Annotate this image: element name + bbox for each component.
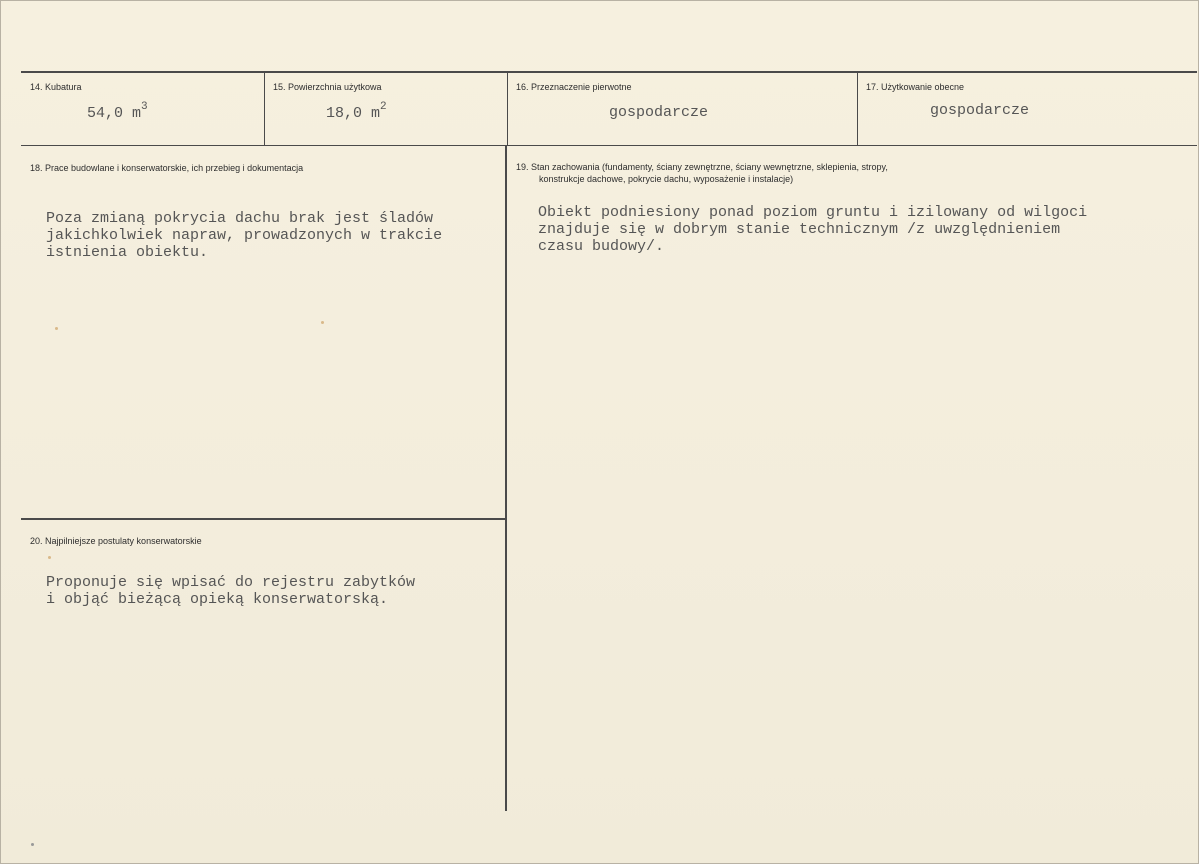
field-17-label: 17. Użytkowanie obecne — [866, 82, 965, 92]
field-20-label: 20. Najpilniejsze postulaty konserwatorskie — [30, 536, 202, 546]
field-18-label: 18. Prace budowlane i konserwatorskie, ich przebieg i dokumentacja — [30, 163, 304, 173]
field-14-exponent: 3 — [141, 101, 148, 113]
divider-16-17 — [857, 73, 858, 145]
field-16-value: gospodarcze — [609, 104, 709, 121]
paper-speck — [55, 327, 58, 330]
field-19-label-line1: 19. Stan zachowania (fundamenty, ściany zewnętrzne, ściany wewnętrzne, sklepienia, stropy, — [516, 162, 888, 172]
row1-rule — [21, 145, 1197, 146]
field-14-value — [87, 103, 148, 122]
field-19-text: Obiekt podniesiony ponad poziom gruntu i izilowany od wilgoci znajduje się w dobrym stanie technicznym /z uwzględnieniem czasu budowy/. — [538, 204, 1088, 255]
field-15-label: 15. Powierzchnia użytkowa — [273, 82, 382, 92]
divider-14-15 — [264, 73, 265, 145]
paper-speck — [321, 321, 324, 324]
field-17-value: gospodarcze — [930, 102, 1030, 119]
section-rule-18-20 — [21, 518, 505, 520]
paper-speck — [31, 843, 34, 846]
top-rule — [21, 71, 1197, 73]
field-14-number: 54,0 m — [87, 105, 142, 122]
field-16-label: 16. Przeznaczenie pierwotne — [516, 82, 632, 92]
field-15-exponent: 2 — [380, 101, 387, 113]
field-19-label-line2: konstrukcje dachowe, pokrycie dachu, wyposażenie i instalacje) — [539, 174, 794, 184]
field-14-label: 14. Kubatura — [30, 82, 82, 92]
field-20-text: Proponuje się wpisać do rejestru zabytków i objąć bieżącą opieką konserwatorską. — [46, 574, 416, 608]
paper-speck — [48, 556, 51, 559]
divider-15-16 — [507, 73, 508, 145]
field-15-value — [326, 103, 387, 122]
field-18-text: Poza zmianą pokrycia dachu brak jest śladów jakichkolwiek napraw, prowadzonych w trakcie istnienia obiektu. — [46, 210, 443, 261]
divider-main — [505, 146, 507, 811]
field-15-number: 18,0 m — [326, 105, 381, 122]
